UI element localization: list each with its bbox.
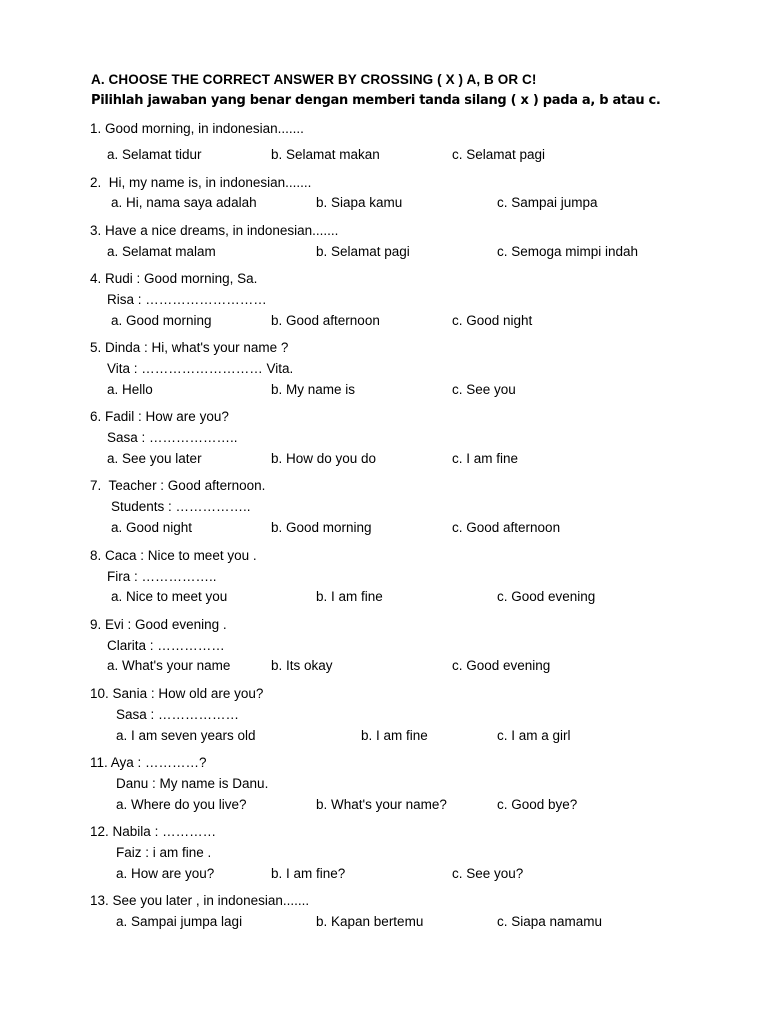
question-1-option-b[interactable]: b. Selamat makan — [271, 147, 380, 162]
question-2-option-a[interactable]: a. Hi, nama saya adalah — [111, 195, 257, 210]
question-8-option-a[interactable]: a. Nice to meet you — [111, 589, 228, 604]
question-11-dialogue-line: Danu : My name is Danu. — [116, 776, 269, 791]
question-8-prompt: 8. Caca : Nice to meet you . — [90, 548, 257, 563]
question-3-option-a[interactable]: a. Selamat malam — [107, 244, 216, 259]
question-1-option-a[interactable]: a. Selamat tidur — [107, 147, 202, 162]
instruction-subtitle: Pilihlah jawaban yang benar dengan memberi tanda silang ( x ) pada a, b atau c. — [91, 93, 661, 108]
question-1-option-c[interactable]: c. Selamat pagi — [452, 147, 546, 162]
question-12-dialogue-line: Faiz : i am fine . — [116, 845, 212, 860]
question-2-prompt: 2. Hi, my name is, in indonesian....... — [90, 175, 312, 190]
question-11-prompt: 11. Aya : …………? — [90, 755, 207, 770]
question-5-prompt: 5. Dinda : Hi, what's your name ? — [90, 340, 289, 355]
question-5-option-c[interactable]: c. See you — [452, 382, 516, 397]
question-6-dialogue-line: Sasa : ……………….. — [107, 430, 238, 445]
question-7-prompt: 7. Teacher : Good afternoon. — [90, 478, 266, 493]
question-7-option-c[interactable]: c. Good afternoon — [452, 520, 561, 535]
question-5-option-a[interactable]: a. Hello — [107, 382, 153, 397]
question-4-option-a[interactable]: a. Good morning — [111, 313, 212, 328]
question-4-prompt: 4. Rudi : Good morning, Sa. — [90, 271, 258, 286]
question-13-prompt: 13. See you later , in indonesian....... — [90, 893, 310, 908]
question-13-option-a[interactable]: a. Sampai jumpa lagi — [116, 914, 243, 929]
question-11-option-c[interactable]: c. Good bye? — [497, 797, 578, 812]
question-8-option-c[interactable]: c. Good evening — [497, 589, 596, 604]
question-10-option-a[interactable]: a. I am seven years old — [116, 728, 256, 743]
question-8-option-b[interactable]: b. I am fine — [316, 589, 383, 604]
question-4-option-c[interactable]: c. Good night — [452, 313, 533, 328]
question-2-option-b[interactable]: b. Siapa kamu — [316, 195, 403, 210]
question-9-prompt: 9. Evi : Good evening . — [90, 617, 227, 632]
question-3-option-b[interactable]: b. Selamat pagi — [316, 244, 410, 259]
question-12-option-a[interactable]: a. How are you? — [116, 866, 215, 881]
question-1-prompt: 1. Good morning, in indonesian....... — [90, 121, 304, 136]
question-3-option-c[interactable]: c. Semoga mimpi indah — [497, 244, 639, 259]
question-10-option-b[interactable]: b. I am fine — [361, 728, 428, 743]
question-9-option-b[interactable]: b. Its okay — [271, 658, 333, 673]
question-9-option-c[interactable]: c. Good evening — [452, 658, 551, 673]
question-9-option-a[interactable]: a. What's your name — [107, 658, 231, 673]
question-11-option-b[interactable]: b. What's your name? — [316, 797, 447, 812]
question-9-dialogue-line: Clarita : …………… — [107, 638, 225, 653]
question-7-dialogue-line: Students : …………….. — [111, 499, 251, 514]
question-11-option-a[interactable]: a. Where do you live? — [116, 797, 247, 812]
question-13-option-b[interactable]: b. Kapan bertemu — [316, 914, 424, 929]
question-6-prompt: 6. Fadil : How are you? — [90, 409, 229, 424]
question-10-prompt: 10. Sania : How old are you? — [90, 686, 264, 701]
question-8-dialogue-line: Fira : …………….. — [107, 569, 217, 584]
question-12-option-c[interactable]: c. See you? — [452, 866, 524, 881]
question-12-prompt: 12. Nabila : ………… — [90, 824, 217, 839]
question-5-option-b[interactable]: b. My name is — [271, 382, 356, 397]
question-7-option-b[interactable]: b. Good morning — [271, 520, 372, 535]
question-13-option-c[interactable]: c. Siapa namamu — [497, 914, 603, 929]
question-6-option-b[interactable]: b. How do you do — [271, 451, 377, 466]
instruction-title: A. CHOOSE THE CORRECT ANSWER BY CROSSING ( X ) A, B OR C! — [91, 72, 537, 87]
question-5-dialogue-line: Vita : ……………………… Vita. — [107, 361, 294, 376]
question-12-option-b[interactable]: b. I am fine? — [271, 866, 346, 881]
question-4-dialogue-line: Risa : ……………………… — [107, 292, 267, 307]
question-4-option-b[interactable]: b. Good afternoon — [271, 313, 380, 328]
question-2-option-c[interactable]: c. Sampai jumpa — [497, 195, 598, 210]
question-7-option-a[interactable]: a. Good night — [111, 520, 193, 535]
question-6-option-c[interactable]: c. I am fine — [452, 451, 519, 466]
question-3-prompt: 3. Have a nice dreams, in indonesian....... — [90, 223, 339, 238]
question-10-option-c[interactable]: c. I am a girl — [497, 728, 571, 743]
question-6-option-a[interactable]: a. See you later — [107, 451, 202, 466]
question-10-dialogue-line: Sasa : ……………… — [116, 707, 240, 722]
